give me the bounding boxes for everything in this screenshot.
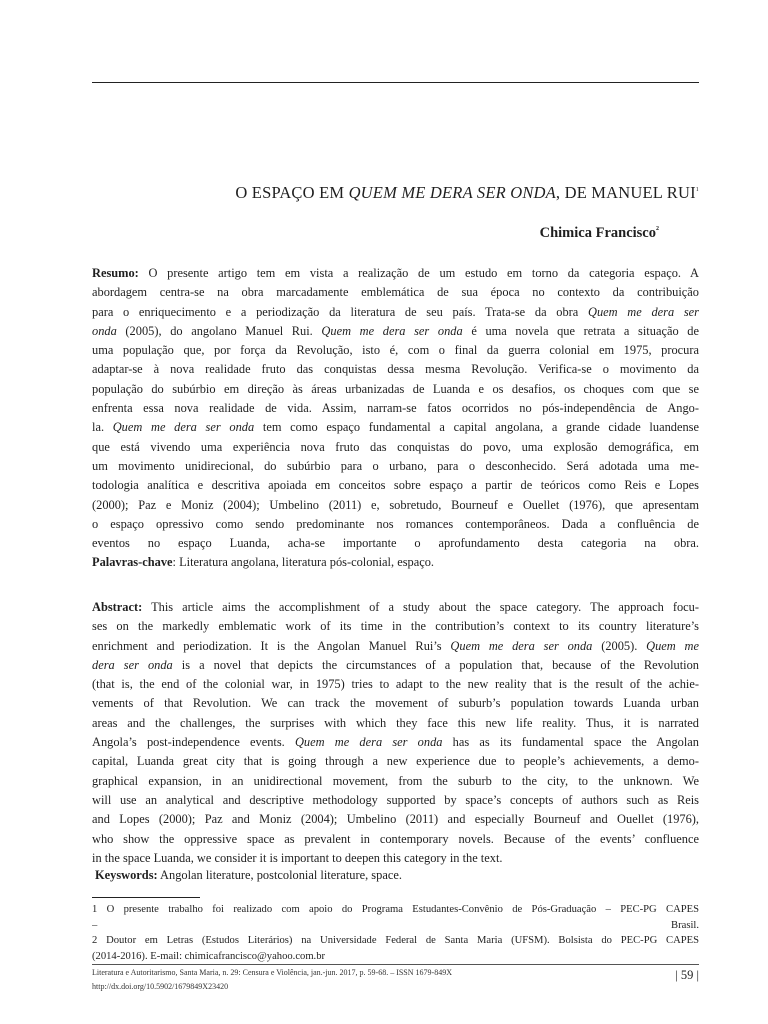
text-segment: todologia analítica e descritiva apoiada em conceitos sobre espaço a partir de teóricos como Reis e Lopes bbox=[92, 478, 699, 493]
text-segment: who show the oppressive space as prevalent in contemporary novels. Because of the events’ confluence bbox=[92, 831, 699, 846]
abstract-pt-line bbox=[92, 496, 699, 515]
text-segment: areas and the challenges, the surprises with which they face this new life reality. Thus, it is narrated bbox=[92, 715, 699, 730]
abstract-en-line bbox=[92, 772, 699, 791]
author-footnote-mark: 2 bbox=[656, 226, 659, 232]
text-segment: (2005), do angolano Manuel Rui. bbox=[116, 323, 322, 338]
text-segment: eventos no espaço Luanda, acha-se importante o aprofundamento desta categoria na obra. bbox=[92, 536, 699, 551]
text-segment: has as its fundamental space the Angolan bbox=[442, 735, 699, 750]
text-segment: um movimento unidirecional, do subúrbio para o urbano, para o desconhecido. Será adotada uma me- bbox=[92, 458, 699, 473]
title-prefix: O ESPAÇO EM bbox=[235, 183, 349, 202]
text-segment: abordagem centra-se na obra marcadamente emblemática de sua época no contexto da contribuição bbox=[92, 285, 699, 300]
text-segment: tem como espaço fundamental a capital angolana, a grande cidade luandense bbox=[254, 420, 699, 435]
footer-doi-link[interactable]: http://dx.doi.org/10.5902/1679849X23420 bbox=[92, 982, 229, 991]
text-segment: população do subúrbio em direção às áreas urbanizadas de Luanda e os desafios, os choques com que se bbox=[92, 381, 699, 396]
text-segment: ses on the markedly emblematic work of its time in the contribution’s context to its country literature’s bbox=[92, 619, 699, 634]
author-name-text: Chimica Francisco bbox=[539, 225, 656, 241]
text-segment: (2005). bbox=[592, 638, 647, 653]
abstract-pt-line bbox=[92, 303, 699, 322]
abstract-pt-line bbox=[92, 283, 699, 302]
abstract-en-line bbox=[92, 752, 699, 771]
page-footer bbox=[92, 966, 699, 994]
abstract-en-line bbox=[92, 714, 699, 733]
abstract-pt-line bbox=[92, 534, 699, 553]
italic-title: Quem me dera ser onda bbox=[294, 735, 443, 750]
abstract-pt-line bbox=[92, 360, 699, 379]
abstract-pt-line bbox=[92, 418, 699, 437]
abstract-en-line bbox=[92, 637, 699, 656]
title-suffix: , DE MANUEL RUI bbox=[555, 183, 696, 202]
abstract-pt-line bbox=[92, 322, 699, 341]
text-segment: adaptar-se à nova realidade fruto das conquistas dessa mesma Revolução. Verifica-se o movimento da bbox=[92, 362, 699, 377]
italic-title: Quem me dera ser onda bbox=[450, 638, 593, 653]
text-segment: vements of that Revolution. We can track the movement of suburb’s population towards Luanda urban bbox=[92, 696, 699, 711]
abstract-en-line bbox=[92, 617, 699, 636]
text-segment: 2 Doutor em Letras (Estudos Literários) na Universidade Federal de Santa Maria (UFSM). Bolsista do PEC-PG CAPES bbox=[92, 935, 699, 947]
italic-title: dera ser onda bbox=[92, 657, 173, 672]
text-segment: é uma novela que retrata a situação de bbox=[462, 323, 699, 338]
abstract-en-line bbox=[92, 830, 699, 849]
text-segment: 1 O presente trabalho foi realizado com apoio do Programa Estudantes-Convênio de Pós-Graduação – PEC-PG CAPES bbox=[92, 904, 699, 915]
article-title bbox=[92, 183, 699, 203]
abstract-en-line bbox=[92, 675, 699, 694]
keywords-en-line bbox=[95, 866, 699, 885]
text-segment: Angolan literature, postcolonial literature, space. bbox=[157, 868, 402, 882]
text-segment: in the space Luanda, we consider it is important to deepen this category in the text. bbox=[92, 850, 503, 865]
abstract-en-line bbox=[92, 810, 699, 829]
text-segment: o espaço opressivo como sendo predominante nos romances contemporâneos. Dada a confluência de bbox=[92, 516, 699, 531]
abstract-pt-line bbox=[92, 553, 699, 572]
text-segment: para o enriquecimento e a periodização da literatura de seu país. Trata-se da obra bbox=[92, 304, 588, 319]
text-segment: is a novel that depicts the circumstances of a population that, because of the Revolution bbox=[172, 657, 699, 672]
footnote-line bbox=[92, 918, 699, 934]
header-rule bbox=[92, 82, 699, 83]
abstract-en-line bbox=[92, 733, 699, 752]
footer-journal-citation: Literatura e Autoritarismo, Santa Maria, n. 29: Censura e Violência, jan.-jun. 2017, p. 59-68. – ISSN 1679-849X bbox=[92, 968, 452, 977]
page-number: | 59 | bbox=[675, 968, 699, 982]
text-segment: capital, Luanda great city that is going through a new experience due to people’s achievements, a demo- bbox=[92, 754, 699, 769]
keywords-english bbox=[95, 866, 699, 885]
text-segment: que está vivendo uma experiência nova fruto das conquistas do povo, uma explosão demográfica, em bbox=[92, 439, 699, 454]
abstract-pt-line bbox=[92, 380, 699, 399]
footnote-line bbox=[92, 933, 699, 949]
abstract-portuguese bbox=[92, 264, 699, 573]
footnotes bbox=[92, 902, 699, 964]
abstract-pt-line bbox=[92, 457, 699, 476]
text-segment: and Lopes (2000); Paz and Moniz (2004); Umbelino (2011) and especially Bourneuf and Ouellet (1976), bbox=[92, 812, 699, 827]
text-segment: Angola’s post-independence events. bbox=[92, 735, 295, 750]
label-bold: Keyswords: bbox=[95, 868, 158, 882]
abstract-pt-line bbox=[92, 399, 699, 418]
footer-rule bbox=[92, 964, 699, 965]
text-segment: (2014-2016). E-mail: chimicafrancisco@yahoo.com.br bbox=[92, 950, 326, 962]
footnote-line bbox=[92, 949, 699, 965]
label-bold: Resumo: bbox=[92, 266, 139, 280]
abstract-pt-line bbox=[92, 476, 699, 495]
footnote-line bbox=[92, 902, 699, 918]
text-segment: (that is, the end of the colonial war, in 1975) tries to adapt to the new reality that is the result of the achie- bbox=[92, 677, 699, 692]
text-segment: will use an analytical and descriptive methodology supported by space’s concepts of authors such as Reis bbox=[92, 792, 699, 807]
italic-title: Quem me dera ser onda bbox=[112, 420, 255, 435]
italic-title: onda bbox=[92, 323, 117, 338]
abstract-english bbox=[92, 598, 699, 868]
author-name bbox=[92, 225, 659, 242]
text-segment: – Brasil. bbox=[92, 919, 699, 931]
footnote-rule bbox=[92, 897, 200, 898]
title-work-name: QUEM ME DERA SER ONDA bbox=[348, 183, 556, 202]
text-segment: la. bbox=[92, 420, 113, 435]
abstract-pt-line bbox=[92, 438, 699, 457]
abstract-en-line bbox=[92, 656, 699, 675]
text-segment: graphical expansion, in an unidirectional movement, from the suburb to the city, to the unknown. We bbox=[92, 773, 699, 788]
label-bold: Abstract: bbox=[92, 600, 143, 614]
text-segment: enrichment and periodization. It is the Angolan Manuel Rui’s bbox=[92, 638, 451, 653]
text-segment: (2000); Paz e Moniz (2004); Umbelino (2011) e, sobretudo, Bourneuf e Ouellet (1976), que apresentam bbox=[92, 497, 699, 512]
abstract-pt-line bbox=[92, 515, 699, 534]
title-footnote-mark: 1 bbox=[695, 187, 699, 193]
text-segment: This article aims the accomplishment of a study about the space category. The approach focu- bbox=[142, 600, 699, 614]
text-segment: uma população que, por força da Revolução, isto é, com o final da guerra colonial em 1975, procura bbox=[92, 343, 699, 358]
italic-title: Quem me dera ser bbox=[588, 304, 699, 319]
abstract-pt-line bbox=[92, 341, 699, 360]
abstract-en-line bbox=[92, 791, 699, 810]
italic-title: Quem me dera ser onda bbox=[321, 323, 463, 338]
abstract-pt-line bbox=[92, 264, 699, 283]
text-segment: O presente artigo tem em vista a realização de um estudo em torno da categoria espaço. A bbox=[138, 266, 699, 280]
text-segment: : Literatura angolana, literatura pós-colonial, espaço. bbox=[172, 555, 434, 570]
abstract-en-line bbox=[92, 598, 699, 617]
abstract-en-line bbox=[92, 694, 699, 713]
text-segment: enfrenta essa nova realidade de vida. Assim, narram-se fatos ocorridos no pós-independência de Ango- bbox=[92, 401, 699, 416]
label-bold: Palavras-chave bbox=[92, 555, 173, 570]
italic-title: Quem me bbox=[646, 638, 699, 653]
